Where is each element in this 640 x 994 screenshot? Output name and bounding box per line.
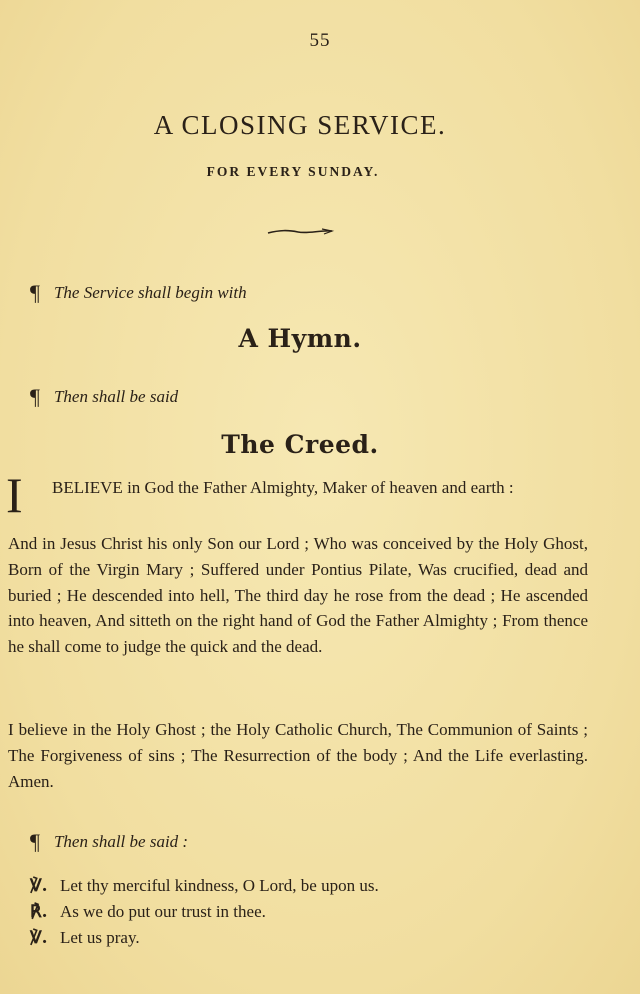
creed-paragraph-3: I believe in the Holy Ghost ; the Holy Catholic Church, The Communion of Saints ; The Forgiveness of sins ; The Resurrection of the body ; And the Life everlasting. Amen. — [8, 720, 588, 791]
creed-paragraph-1: BELIEVE in God the Father Almighty, Maker of heaven and earth : — [52, 478, 514, 497]
page-number: 55 — [309, 30, 331, 51]
response-line — [30, 902, 266, 922]
rubric-then-said — [30, 384, 178, 410]
pilcrow-icon: ¶ — [30, 280, 40, 305]
versicle-line — [30, 876, 379, 896]
versicle-icon: ℣. — [30, 876, 48, 896]
rubric-text: The Service shall begin with — [53, 283, 247, 302]
drop-cap: I — [6, 467, 23, 523]
versicle-line — [30, 928, 140, 948]
creed-paragraph-2: And in Jesus Christ his only Son our Lord ; Who was conceived by the Holy Ghost, Born of the Virgin Mary ; Suffered under Pontius Pilate, Was crucified, dead and buried ; He descended into hell, The third day he rose from the dead ; He ascended into heaven, And sitteth on the right hand of God the Father Almighty ; From thence he shall come to judge the quick and the dead. — [8, 534, 588, 657]
versicle-text: Let us pray. — [60, 928, 140, 947]
response-text: As we do put our trust in thee. — [60, 902, 266, 921]
heading-creed: The Creed. — [221, 430, 379, 459]
rubric-service-begin — [30, 280, 247, 306]
rubric-then-said-versicles — [30, 829, 188, 855]
rubric-text: Then shall be said : — [53, 832, 189, 851]
response-icon: ℟. — [30, 902, 48, 922]
ornament-divider-icon — [264, 224, 336, 240]
pilcrow-icon: ¶ — [30, 829, 40, 854]
page-title: A CLOSING SERVICE. — [153, 110, 447, 140]
pilcrow-icon: ¶ — [30, 384, 40, 409]
versicle-text: Let thy merciful kindness, O Lord, be upon us. — [60, 876, 379, 895]
rubric-text: Then shall be said — [53, 387, 179, 406]
versicle-icon: ℣. — [30, 928, 48, 948]
page-subtitle: FOR EVERY SUNDAY. — [206, 164, 380, 179]
heading-hymn: A Hymn. — [238, 324, 362, 353]
